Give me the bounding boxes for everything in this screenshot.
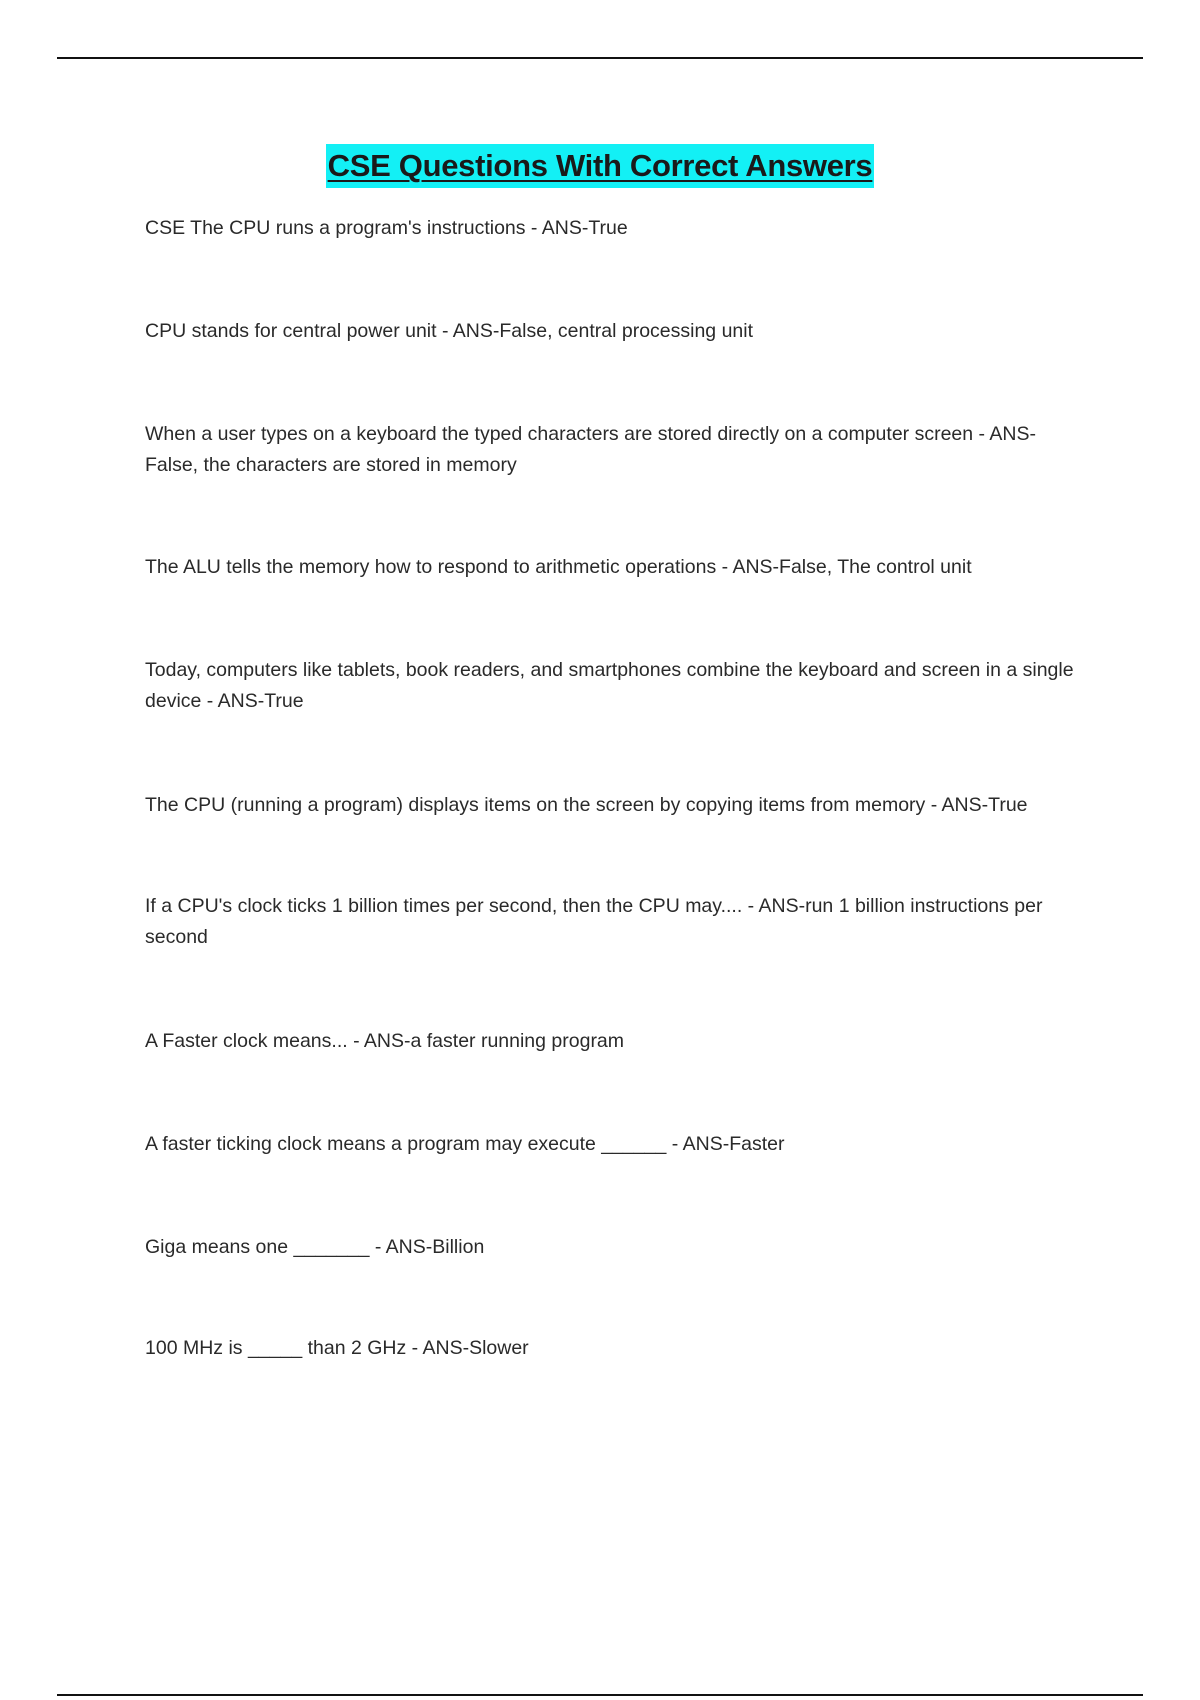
document-title: CSE Questions With Correct Answers (326, 144, 875, 188)
qa-item-6: The CPU (running a program) displays items on the screen by copying items from memory - ANS-True (145, 794, 1028, 816)
qa-item-9: A faster ticking clock means a program may execute ______ - ANS-Faster (145, 1133, 785, 1155)
header-rule (57, 57, 1143, 59)
footer-rule (57, 1694, 1143, 1696)
qa-item-10: Giga means one _______ - ANS-Billion (145, 1236, 485, 1258)
title-container (0, 144, 1200, 188)
qa-item-5: Today, computers like tablets, book readers, and smartphones combine the keyboard and screen in a single device - ANS-True (145, 659, 1074, 712)
qa-item-8: A Faster clock means... - ANS-a faster running program (145, 1030, 625, 1052)
qa-item-3: When a user types on a keyboard the typed characters are stored directly on a computer screen - ANS-False, the characters are stored in memory (145, 423, 1036, 476)
qa-item-2: CPU stands for central power unit - ANS-False, central processing unit (145, 320, 754, 342)
qa-item-7: If a CPU's clock ticks 1 billion times per second, then the CPU may.... - ANS-run 1 billion instructions per second (145, 895, 1043, 948)
qa-item-1: CSE The CPU runs a program's instructions - ANS-True (145, 217, 628, 239)
qa-item-11: 100 MHz is _____ than 2 GHz - ANS-Slower (145, 1337, 529, 1359)
qa-item-4: The ALU tells the memory how to respond to arithmetic operations - ANS-False, The control unit (145, 556, 972, 578)
